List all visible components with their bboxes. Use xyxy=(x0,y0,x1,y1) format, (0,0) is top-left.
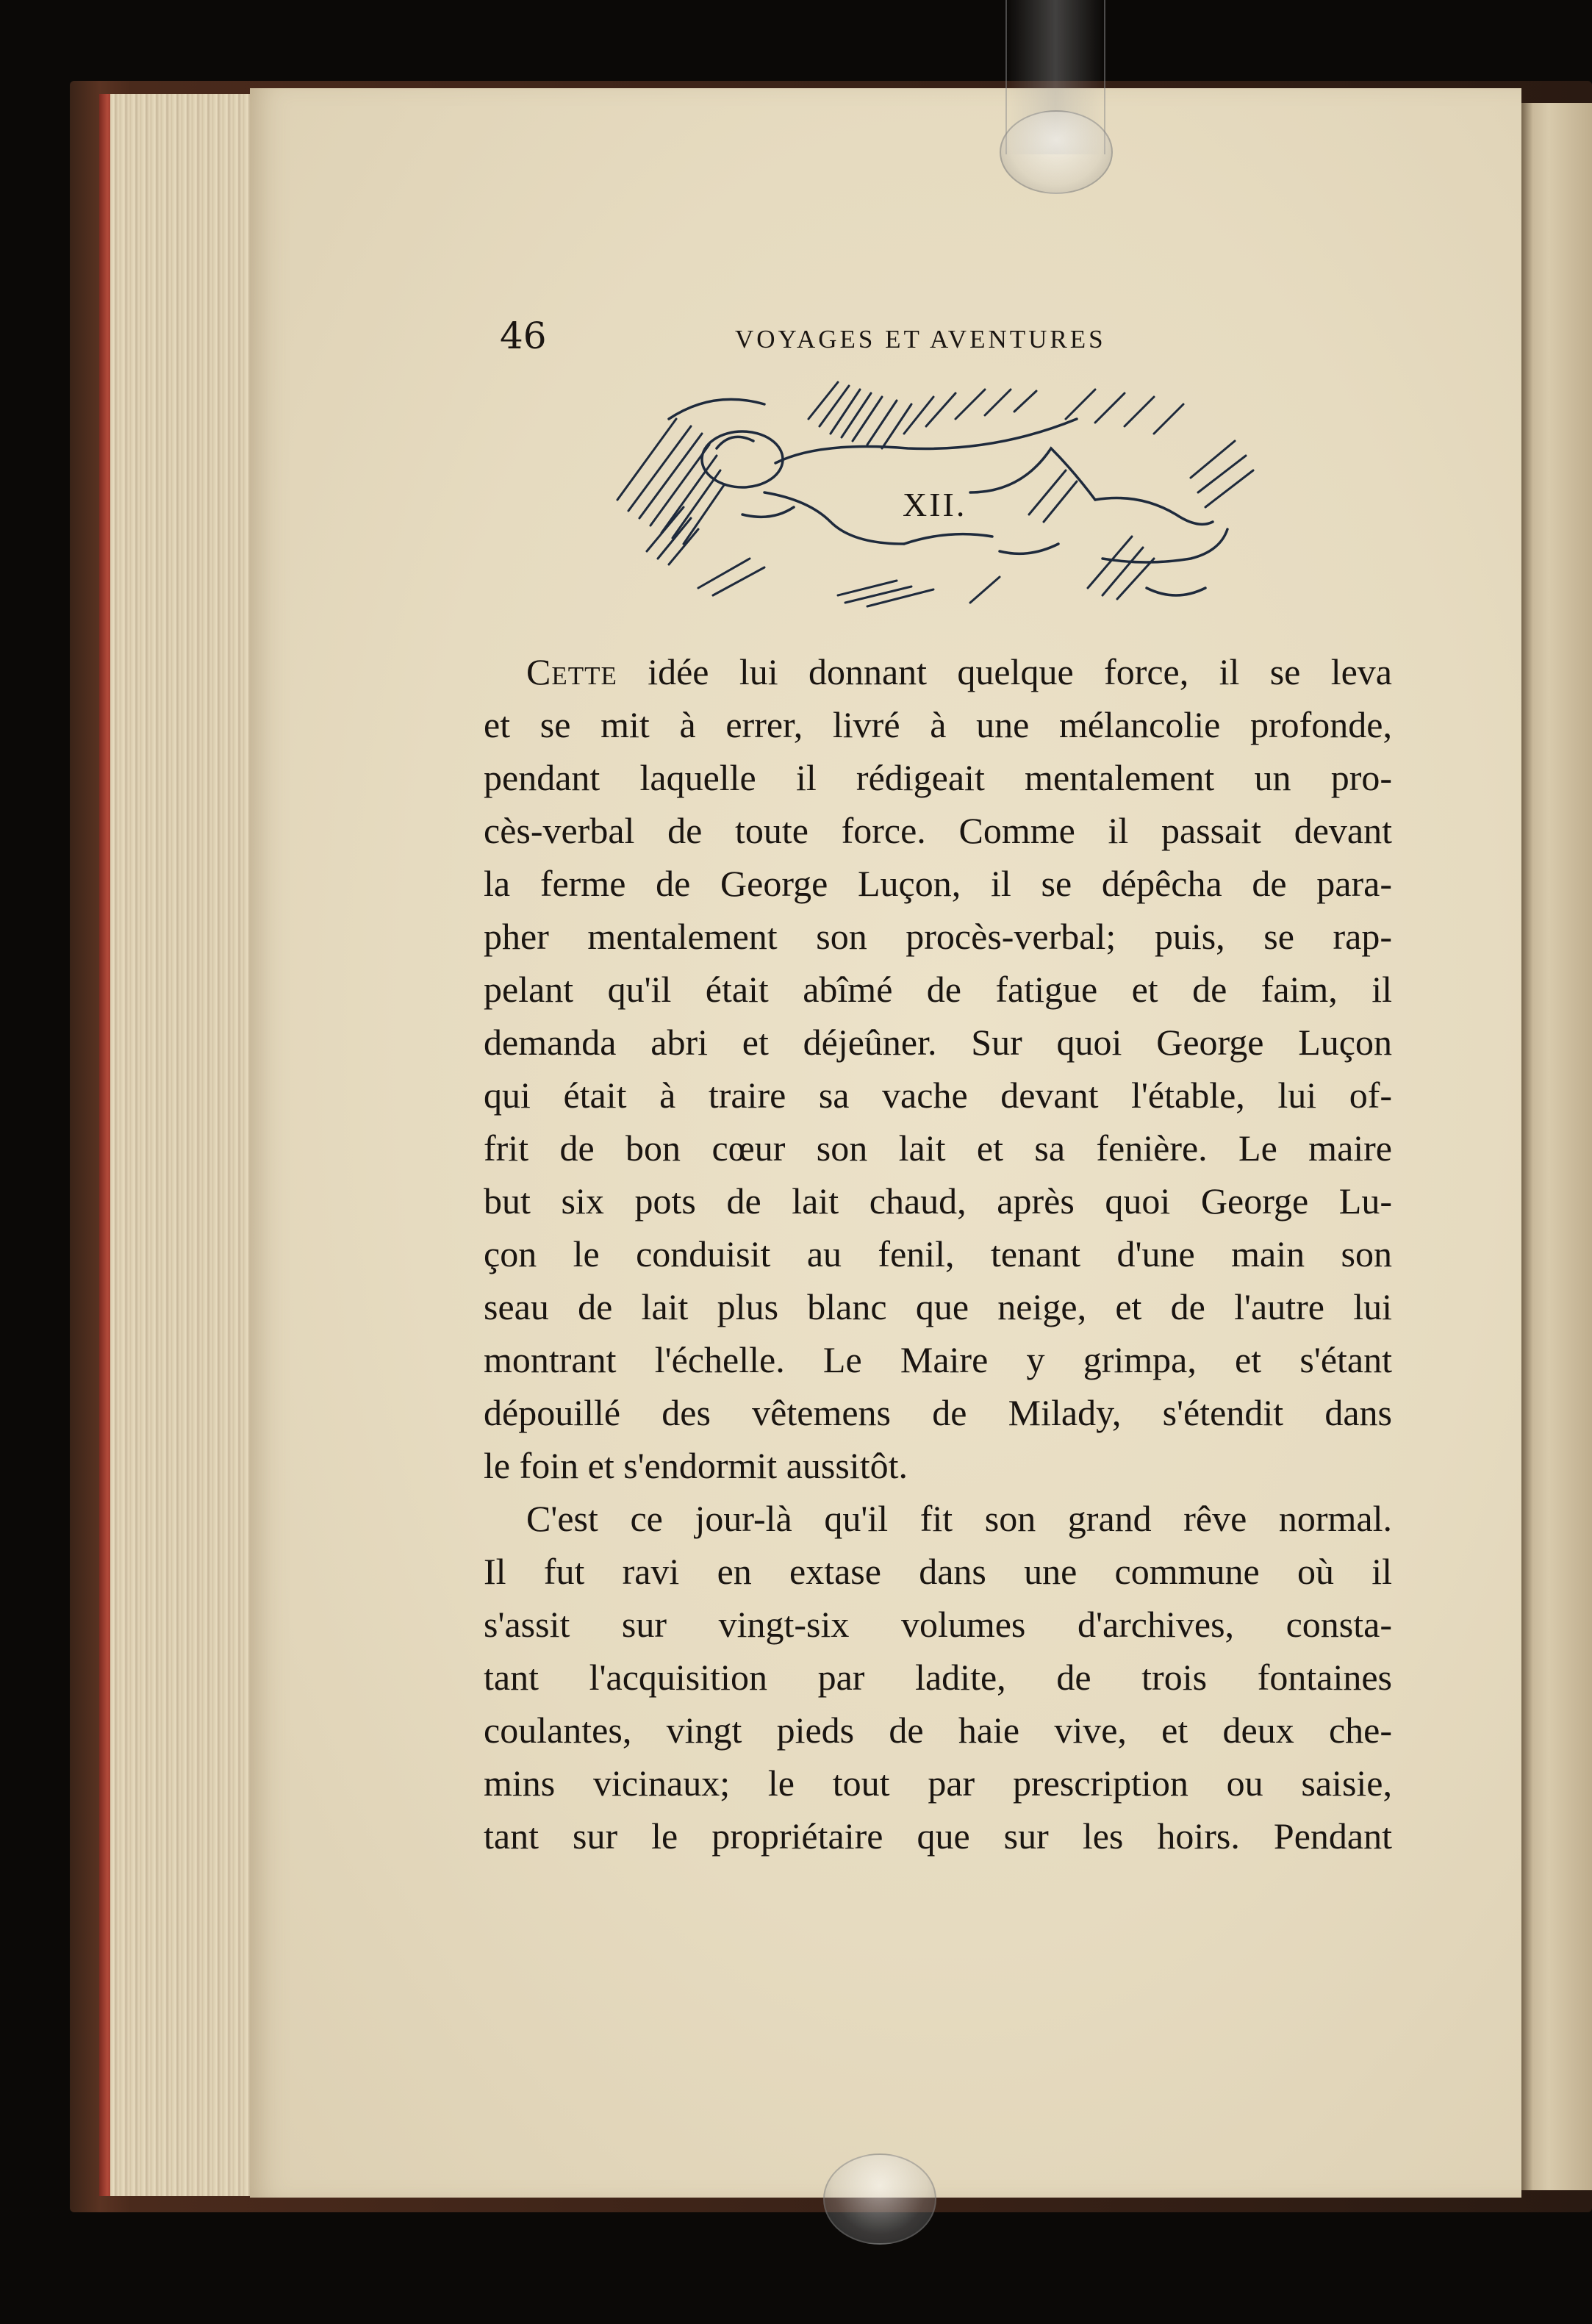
text-line: et se mit à errer, livré à une mélancolie profonde, xyxy=(484,704,1392,745)
text-line: demanda abri et déjeûner. Sur quoi George Luçon xyxy=(484,1022,1392,1063)
top-page-clip xyxy=(1000,110,1113,194)
text-line: pendant laquelle il rédigeait mentalement un pro- xyxy=(484,757,1392,798)
text-line: but six pots de lait chaud, après quoi George Lu- xyxy=(484,1180,1392,1222)
text-line: cès-verbal de toute force. Comme il passait devant xyxy=(484,810,1392,851)
text-line: montrant l'échelle. Le Maire y grimpa, et s'étant xyxy=(484,1339,1392,1380)
page-number: 46 xyxy=(500,315,547,357)
text-line: tant sur le propriétaire que sur les hoirs. Pendant xyxy=(484,1815,1392,1857)
text-line: tant l'acquisition par ladite, de trois fontaines xyxy=(484,1657,1392,1698)
text-line: coulantes, vingt pieds de haie vive, et deux che- xyxy=(484,1710,1392,1751)
text-line: çon le conduisit au fenil, tenant d'une main son xyxy=(484,1233,1392,1274)
vignette-hatching-bottom xyxy=(698,559,1000,606)
text-line: s'assit sur vingt-six volumes d'archives, consta- xyxy=(484,1604,1392,1645)
chapter-number: XII. xyxy=(903,486,967,523)
text-line: C'est ce jour-là qu'il fit son grand rêve normal. xyxy=(526,1498,1392,1539)
text-line: frit de bon cœur son lait et sa fenière. Le maire xyxy=(484,1127,1392,1169)
text-line: seau de lait plus blanc que neige, et de l'autre lui xyxy=(484,1286,1392,1327)
running-head-title: VOYAGES ET AVENTURES xyxy=(735,325,1106,354)
text-line: qui était à traire sa vache devant l'étable, lui of- xyxy=(484,1075,1392,1116)
text-line: Il fut ravi en extase dans une commune où il xyxy=(484,1551,1392,1592)
bottom-page-clip xyxy=(823,2153,936,2245)
body-text xyxy=(484,645,1392,1862)
text-line: dépouillé des vêtemens de Milady, s'étendit dans xyxy=(484,1392,1392,1433)
page-stack xyxy=(110,94,259,2196)
vignette-hatching-left xyxy=(617,419,724,564)
running-head xyxy=(500,315,1404,366)
text-line: pher mentalement son procès-verbal; puis, se rap- xyxy=(484,916,1392,957)
next-page-edge xyxy=(1520,103,1592,2190)
text-line: mins vicinaux; le tout par prescription ou saisie, xyxy=(484,1762,1392,1804)
text-line: pelant qu'il était abîmé de fatigue et de faim, il xyxy=(484,969,1392,1010)
line-text: idée lui donnant quelque force, il se leva xyxy=(617,651,1392,692)
text-line: le foin et s'endormit aussitôt. xyxy=(484,1445,908,1486)
vignette-hatching-top xyxy=(808,382,1183,448)
text-line xyxy=(484,645,1392,698)
text-line: la ferme de George Luçon, il se dépêcha de para- xyxy=(484,863,1392,904)
lead-small-caps: Cette xyxy=(526,651,617,692)
vignette-hatching-right xyxy=(1029,441,1253,599)
